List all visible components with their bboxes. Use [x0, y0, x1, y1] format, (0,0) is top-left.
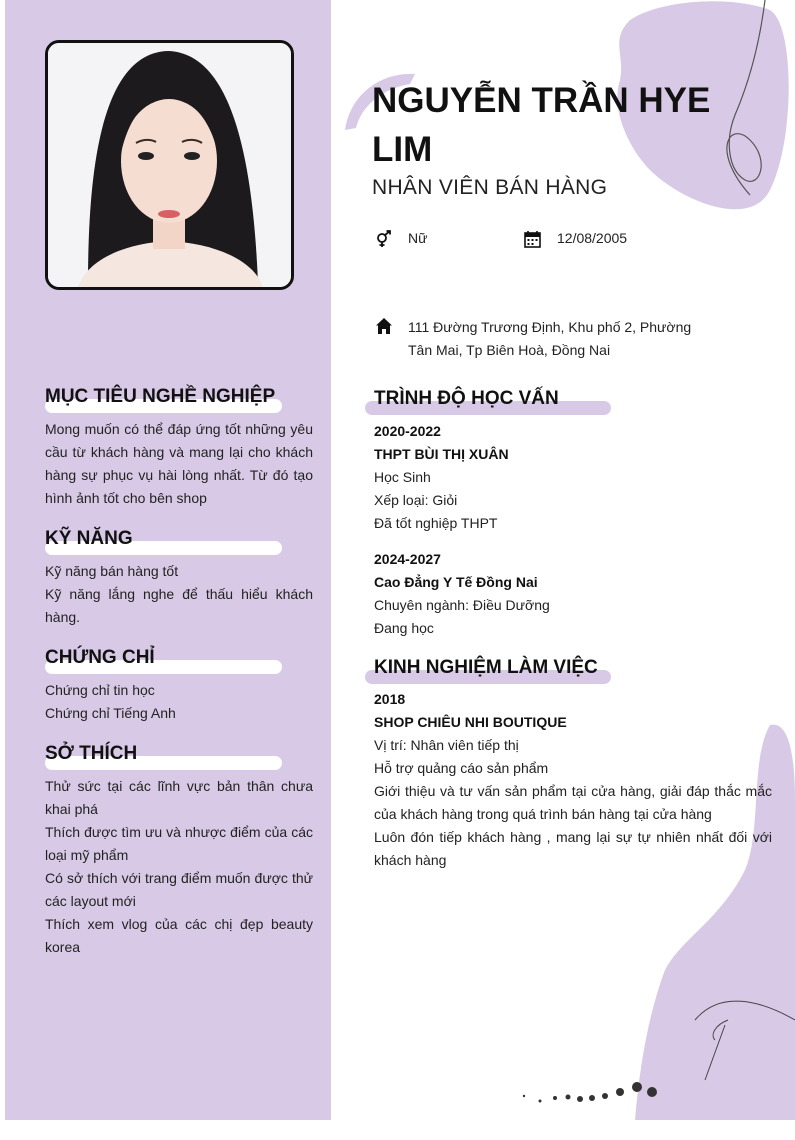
- list-item: Thích được tìm ưu và nhược điểm của các loại mỹ phẩm: [45, 824, 313, 863]
- job-title: NHÂN VIÊN BÁN HÀNG: [372, 176, 608, 199]
- full-name: NGUYỄN TRẦN HYE LIM: [372, 81, 711, 169]
- hobbies-title: SỞ THÍCH: [45, 743, 138, 764]
- education-title: TRÌNH ĐỘ HỌC VẤN: [374, 388, 559, 409]
- list-item: Chứng chỉ tin học: [45, 682, 155, 698]
- education-period: 2020-2022: [374, 423, 441, 439]
- list-item: Có sở thích với trang điểm muốn được thử các layout mới: [45, 870, 313, 909]
- experience-entry: [374, 688, 772, 872]
- certificates-list: [45, 679, 313, 725]
- list-item: Đang học: [374, 620, 434, 636]
- address-row: [375, 316, 715, 362]
- experience-year: 2018: [374, 691, 406, 707]
- profile-photo: [45, 40, 294, 290]
- list-item: Hỗ trợ quảng cáo sản phẩm: [374, 760, 549, 776]
- education-period: 2024-2027: [374, 551, 441, 567]
- education-school: Cao Đẳng Y Tế Đồng Nai: [374, 574, 538, 590]
- career-goal-title: MỤC TIÊU NGHỀ NGHIỆP: [45, 386, 276, 407]
- education-school: THPT BÙI THỊ XUÂN: [374, 446, 509, 462]
- calendar-icon: [524, 230, 542, 248]
- skills-title: KỸ NĂNG: [45, 528, 133, 549]
- list-item: Vị trí: Nhân viên tiếp thị: [374, 737, 519, 753]
- list-item: Luôn đón tiếp khách hàng , mang lại sự tự nhiên nhất đối với khách hàng: [374, 829, 772, 868]
- list-item: Thử sức tại các lĩnh vực bản thân chưa khai phá: [45, 778, 313, 817]
- address-value: 111 Đường Trương Định, Khu phố 2, Phường Tân Mai, Tp Biên Hoà, Đồng Nai: [408, 319, 692, 358]
- list-item: Học Sinh: [374, 469, 431, 485]
- career-goal-text: Mong muốn có thể đáp ứng tốt những yêu cầu từ khách hàng và mang lại cho khách hàng sự phục vụ hài lòng nhất. Từ đó tạo hình ảnh tốt cho bên shop: [45, 421, 313, 506]
- list-item: Giới thiệu và tư vấn sản phẩm tại cửa hàng, giải đáp thắc mắc của khách hàng trong quá trình bán hàng tại cửa hàng: [374, 783, 772, 822]
- education-entry: [374, 420, 764, 535]
- home-icon: [375, 317, 393, 335]
- birthdate-value: 12/08/2005: [557, 230, 628, 246]
- list-item: Xếp loại: Giỏi: [374, 492, 458, 508]
- birthdate-row: [524, 230, 627, 248]
- education-entry: [374, 548, 764, 640]
- skills-list: [45, 560, 313, 629]
- experience-title: KINH NGHIỆM LÀM VIỆC: [374, 657, 598, 678]
- gender-value: Nữ: [408, 230, 428, 246]
- list-item: Đã tốt nghiệp THPT: [374, 515, 498, 531]
- gender-row: [375, 230, 427, 248]
- experience-company: SHOP CHIÊU NHI BOUTIQUE: [374, 714, 567, 730]
- list-item: Chứng chỉ Tiếng Anh: [45, 705, 176, 721]
- certificates-title: CHỨNG CHỈ: [45, 647, 155, 668]
- list-item: Thích xem vlog của các chị đẹp beauty korea: [45, 916, 313, 955]
- list-item: Chuyên ngành: Điều Dưỡng: [374, 597, 550, 613]
- hobbies-list: [45, 775, 313, 959]
- gender-icon: [375, 230, 393, 248]
- list-item: Kỹ năng lắng nghe để thấu hiểu khách hàng.: [45, 586, 313, 625]
- list-item: Kỹ năng bán hàng tốt: [45, 563, 179, 579]
